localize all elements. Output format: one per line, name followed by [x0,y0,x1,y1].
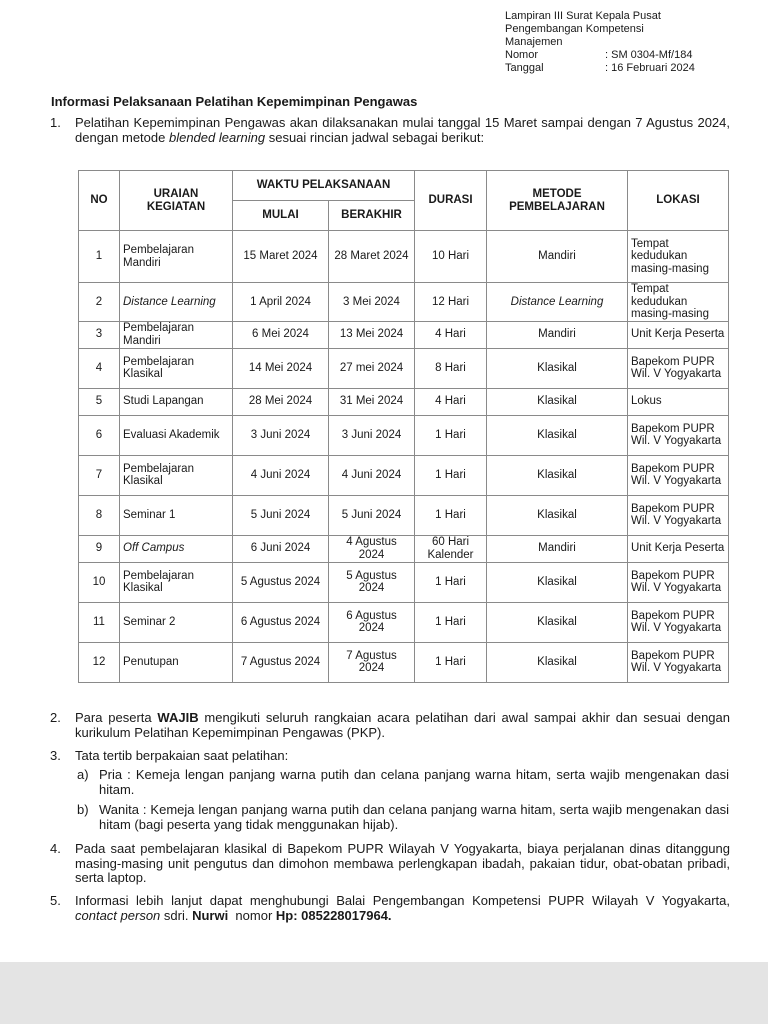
cell-lokasi: Bapekom PUPR Wil. V Yogyakarta [628,562,729,602]
paragraph-text [75,116,730,145]
text-segment: Pelatihan Kepemimpinan Pengawas akan dilaksanakan mulai tanggal 15 Maret sampai dengan 7 Agustus 2024, dengan metode [75,115,730,145]
cell-berakhir: 4 Juni 2024 [329,455,415,495]
paragraph-number: 2. [50,710,61,725]
paragraph-text [75,711,730,740]
cell-mulai: 7 Agustus 2024 [233,642,329,682]
cell-lokasi: Bapekom PUPR Wil. V Yogyakarta [628,348,729,388]
table-row [79,535,729,562]
header-lokasi: LOKASI [628,171,729,231]
cell-mulai: 5 Agustus 2024 [233,562,329,602]
cell-lokasi: Bapekom PUPR Wil. V Yogyakarta [628,415,729,455]
cell-durasi: 12 Hari [415,283,487,322]
sub-text: Pria : Kemeja lengan panjang warna putih dan celana panjang warna hitam, serta wajib mengenakan dasi hitam. [99,767,729,797]
cell-no: 8 [79,495,120,535]
paragraph-4 [50,842,730,886]
cell-durasi: 1 Hari [415,602,487,642]
cell-no: 3 [79,321,120,348]
cell-metode: Distance Learning [487,283,628,322]
table-row [79,642,729,682]
cell-mulai: 6 Agustus 2024 [233,602,329,642]
paragraph-number: 1. [50,115,61,130]
cell-mulai: 4 Juni 2024 [233,455,329,495]
cell-lokasi: Lokus [628,388,729,415]
table-row [79,602,729,642]
cell-berakhir: 13 Mei 2024 [329,321,415,348]
cell-lokasi: Bapekom PUPR Wil. V Yogyakarta [628,602,729,642]
paragraph-2 [50,711,730,740]
cell-no: 4 [79,348,120,388]
cell-mulai: 6 Juni 2024 [233,535,329,562]
cell-metode: Klasikal [487,348,628,388]
cell-mulai: 3 Juni 2024 [233,415,329,455]
cell-metode: Mandiri [487,535,628,562]
cell-mulai: 1 April 2024 [233,283,329,322]
sub-label: b) [77,802,89,817]
cell-no: 11 [79,602,120,642]
cell-mulai: 14 Mei 2024 [233,348,329,388]
cell-lokasi: Bapekom PUPR Wil. V Yogyakarta [628,495,729,535]
cell-metode: Klasikal [487,495,628,535]
cell-berakhir: 28 Maret 2024 [329,231,415,283]
bottom-gray-band [0,962,768,1024]
cell-lokasi: Bapekom PUPR Wil. V Yogyakarta [628,455,729,495]
cell-mulai: 6 Mei 2024 [233,321,329,348]
nomor-value: : SM 0304-Mf/184 [605,49,693,61]
cell-lokasi: Tempat kedudukan masing-masing [628,283,729,322]
text-segment: Informasi lebih lanjut dapat menghubungi Balai Pengembangan Kompetensi PUPR Wilayah V Yogyakarta, [75,893,730,908]
cell-no: 12 [79,642,120,682]
header-waktu: WAKTU PELAKSANAAN [233,171,415,201]
cell-uraian: Pembelajaran Klasikal [120,348,233,388]
cell-durasi: 10 Hari [415,231,487,283]
document-title: Informasi Pelaksanaan Pelatihan Kepemimpinan Pengawas [51,94,418,109]
cell-uraian: Pembelajaran Klasikal [120,455,233,495]
cell-berakhir: 5 Agustus 2024 [329,562,415,602]
header-berakhir: BERAKHIR [329,201,415,231]
cell-uraian: Pembelajaran Klasikal [120,562,233,602]
cell-no: 5 [79,388,120,415]
cell-berakhir: 3 Juni 2024 [329,415,415,455]
cell-durasi: 4 Hari [415,321,487,348]
paragraph-1 [50,116,730,145]
paragraph-3b [77,803,729,832]
cell-durasi: 4 Hari [415,388,487,415]
cell-lokasi: Unit Kerja Peserta [628,535,729,562]
cell-uraian: Distance Learning [120,283,233,322]
text-bold: WAJIB [157,710,199,725]
header-nomor-row [505,49,695,62]
paragraph-text: Tata tertib berpakaian saat pelatihan: [75,748,289,763]
cell-uraian: Studi Lapangan [120,388,233,415]
cell-uraian: Pembelajaran Mandiri [120,321,233,348]
cell-mulai: 5 Juni 2024 [233,495,329,535]
text-segment: nomor [228,907,276,923]
table-row [79,415,729,455]
schedule-table [78,170,729,683]
cell-berakhir: 5 Juni 2024 [329,495,415,535]
paragraph-3a [77,768,729,797]
cell-mulai: 28 Mei 2024 [233,388,329,415]
table-row [79,562,729,602]
header-line-2: Pengembangan Kompetensi [505,23,644,35]
header-metode: METODE PEMBELAJARAN [487,171,628,231]
header-mulai: MULAI [233,201,329,231]
cell-uraian: Pembelajaran Mandiri [120,231,233,283]
header-line-1: Lampiran III Surat Kepala Pusat [505,10,661,22]
paragraph-number: 5. [50,893,61,908]
text-segment: Para peserta [75,710,158,725]
table-row [79,283,729,322]
table-row [79,231,729,283]
header-tanggal-row [505,62,695,75]
cell-metode: Klasikal [487,562,628,602]
table-row [79,321,729,348]
table-row [79,455,729,495]
cell-durasi: 8 Hari [415,348,487,388]
cell-berakhir: 27 mei 2024 [329,348,415,388]
cell-metode: Mandiri [487,231,628,283]
cell-berakhir: 3 Mei 2024 [329,283,415,322]
cell-mulai: 15 Maret 2024 [233,231,329,283]
header-no: NO [79,171,120,231]
cell-durasi: 1 Hari [415,642,487,682]
cell-berakhir: 4 Agustus 2024 [329,535,415,562]
cell-uraian: Off Campus [120,535,233,562]
cell-metode: Klasikal [487,415,628,455]
paragraph-number: 4. [50,841,61,856]
cell-durasi: 1 Hari [415,415,487,455]
paragraph-number: 3. [50,748,61,763]
table-row [79,348,729,388]
contact-phone: Hp: 085228017964. [275,907,392,923]
cell-berakhir: 6 Agustus 2024 [329,602,415,642]
contact-name: Nurwi [192,907,229,923]
text-emphasis: blended learning [168,129,266,145]
cell-uraian: Seminar 1 [120,495,233,535]
cell-no: 9 [79,535,120,562]
paragraph-text [75,894,730,923]
cell-lokasi: Bapekom PUPR Wil. V Yogyakarta [628,642,729,682]
cell-no: 6 [79,415,120,455]
tanggal-value: : 16 Februari 2024 [605,62,695,74]
cell-uraian: Evaluasi Akademik [120,415,233,455]
cell-uraian: Penutupan [120,642,233,682]
cell-metode: Klasikal [487,602,628,642]
paragraph-text: Pada saat pembelajaran klasikal di Bapekom PUPR Wilayah V Yogyakarta, biaya perjalanan dinas ditanggung masing-masing unit pengutus dan dimohon membawa perlengkapan ibadah, pakaian tidur, obat-obatan pribadi, serta laptop. [75,841,730,885]
cell-lokasi: Tempat kedudukan masing-masing [628,231,729,283]
header-durasi: DURASI [415,171,487,231]
cell-metode: Klasikal [487,388,628,415]
cell-metode: Mandiri [487,321,628,348]
sub-label: a) [77,767,89,782]
cell-no: 1 [79,231,120,283]
paragraph-3 [50,749,730,764]
cell-berakhir: 31 Mei 2024 [329,388,415,415]
text-emphasis: contact person [75,907,161,923]
sub-text: Wanita : Kemeja lengan panjang warna putih dan celana panjang warna hitam, serta wajib mengenakan dasi hitam (bagi peserta yang tidak menggunakan hijab). [99,802,729,832]
cell-no: 10 [79,562,120,602]
cell-metode: Klasikal [487,642,628,682]
cell-no: 7 [79,455,120,495]
cell-lokasi: Unit Kerja Peserta [628,321,729,348]
cell-durasi: 1 Hari [415,455,487,495]
letter-reference-header [505,10,695,75]
header-uraian: URAIAN KEGIATAN [120,171,233,231]
text-segment: sdri. [160,907,193,923]
header-line-3: Manajemen [505,36,563,48]
cell-uraian: Seminar 2 [120,602,233,642]
table-row [79,388,729,415]
cell-berakhir: 7 Agustus 2024 [329,642,415,682]
text-segment: sesuai rincian jadwal sebagai berikut: [265,129,485,145]
text-segment: mengikuti seluruh rangkaian acara pelatihan dari awal sampai akhir dan sesuai dengan kurikulum Pelatihan Kepemimpinan Pengawas (PKP). [75,710,730,740]
cell-durasi: 60 Hari Kalender [415,535,487,562]
cell-metode: Klasikal [487,455,628,495]
cell-durasi: 1 Hari [415,495,487,535]
cell-no: 2 [79,283,120,322]
nomor-label: Nomor [505,49,539,61]
cell-durasi: 1 Hari [415,562,487,602]
table-row [79,495,729,535]
tanggal-label: Tanggal [505,62,544,74]
paragraph-5 [50,894,730,923]
